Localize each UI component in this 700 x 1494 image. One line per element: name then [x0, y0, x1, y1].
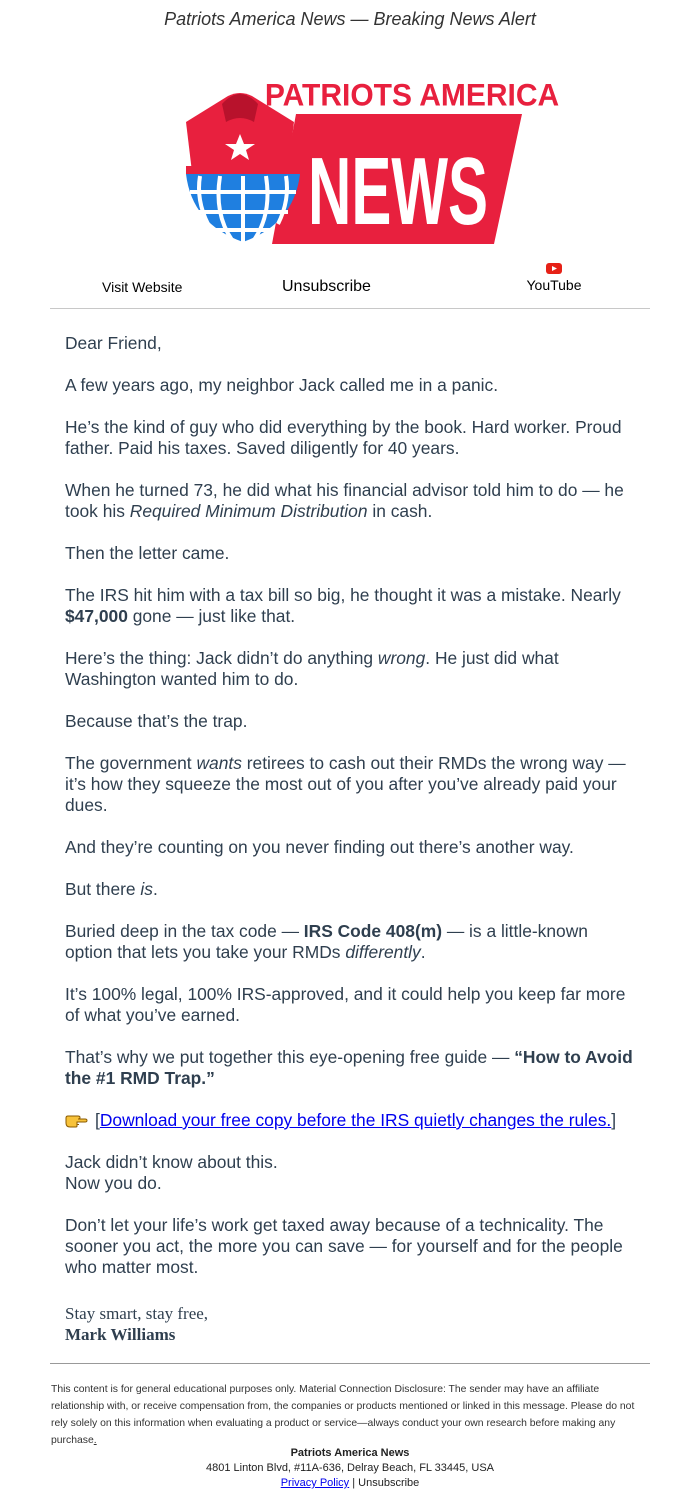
- paragraph: He’s the kind of guy who did everything by the book. Hard worker. Proud father. Paid his taxes. Saved diligently for 40 years.: [65, 417, 622, 458]
- email-header-title: Patriots America News — Breaking News Alert: [164, 9, 536, 29]
- email-body: [65, 333, 640, 1299]
- youtube-link[interactable]: [520, 263, 588, 293]
- paragraph: Because that’s the trap.: [65, 711, 248, 731]
- disclaimer-end-link[interactable]: .: [93, 1435, 97, 1446]
- paragraph: Don’t let your life’s work get taxed away because of a technicality. The sooner you act, the more you can save — for yourself and for the people who matter most.: [65, 1215, 623, 1277]
- pointing-hand-icon: [65, 1112, 89, 1128]
- svg-text:NEWS: NEWS: [308, 138, 488, 245]
- footer-divider: [50, 1363, 650, 1364]
- header-nav: [50, 258, 650, 306]
- signoff-line: Stay smart, stay free,: [65, 1304, 209, 1323]
- paragraph: The IRS hit him with a tax bill so big, he thought it was a mistake. Nearly $47,000 gone — just like that.: [65, 585, 621, 626]
- footer-separator: |: [352, 1477, 356, 1489]
- footer-links: [0, 1477, 700, 1489]
- signoff-name: Mark Williams: [65, 1325, 176, 1344]
- greeting: Dear Friend,: [65, 333, 162, 353]
- paragraph: Here’s the thing: Jack didn’t do anything wrong. He just did what Washington wanted him to do.: [65, 648, 559, 689]
- header-divider: [50, 308, 650, 309]
- unsubscribe-link[interactable]: Unsubscribe: [282, 278, 371, 295]
- footer-address: 4801 Linton Blvd, #11A-636, Delray Beach, FL 33445, USA: [205, 1462, 494, 1474]
- paragraph: That’s why we put together this eye-opening free guide — “How to Avoid the #1 RMD Trap.”: [65, 1047, 633, 1088]
- paragraph: When he turned 73, he did what his financial advisor told him to do — he took his Required Minimum Distribution in cash.: [65, 480, 624, 521]
- privacy-policy-link[interactable]: Privacy Policy: [280, 1477, 350, 1489]
- paragraph: Then the letter came.: [65, 543, 230, 563]
- download-guide-link[interactable]: Download your free copy before the IRS quietly changes the rules.: [99, 1110, 612, 1130]
- download-cta: [Download your free copy before the IRS quietly changes the rules.]: [65, 1110, 640, 1131]
- youtube-label: YouTube: [526, 277, 582, 293]
- patriots-america-news-logo[interactable]: [176, 74, 560, 246]
- paragraph: Jack didn’t know about this. Now you do.: [65, 1152, 278, 1193]
- paragraph: Buried deep in the tax code — IRS Code 408(m) — is a little-known option that lets you take your RMDs differently.: [65, 921, 588, 962]
- visit-website-link[interactable]: Visit Website: [102, 279, 183, 295]
- svg-text:PATRIOTS AMERICA: PATRIOTS AMERICA: [264, 76, 560, 113]
- paragraph: The government wants retirees to cash out their RMDs the wrong way — it’s how they squeeze the most out of you after you’ve already paid your dues.: [65, 753, 626, 815]
- footer-company: Patriots America News: [290, 1447, 410, 1459]
- signoff: [65, 1303, 208, 1345]
- paragraph: It’s 100% legal, 100% IRS-approved, and it could help you keep far more of what you’ve earned.: [65, 984, 626, 1025]
- paragraph: And they’re counting on you never finding out there’s another way.: [65, 837, 574, 857]
- youtube-icon: [546, 263, 562, 274]
- footer-disclaimer: This content is for general educational purposes only. Material Connection Disclosure: The sender may have an affiliate relationship with, or receive compensation from, the companies or products mentioned or linked in this message. Please do not rely solely on this information when evaluating a product or service—always conduct your own research before making any purchase.: [51, 1384, 635, 1446]
- footer-unsubscribe-link[interactable]: Unsubscribe: [358, 1477, 420, 1489]
- paragraph: But there is.: [65, 879, 158, 899]
- paragraph: A few years ago, my neighbor Jack called me in a panic.: [65, 375, 499, 395]
